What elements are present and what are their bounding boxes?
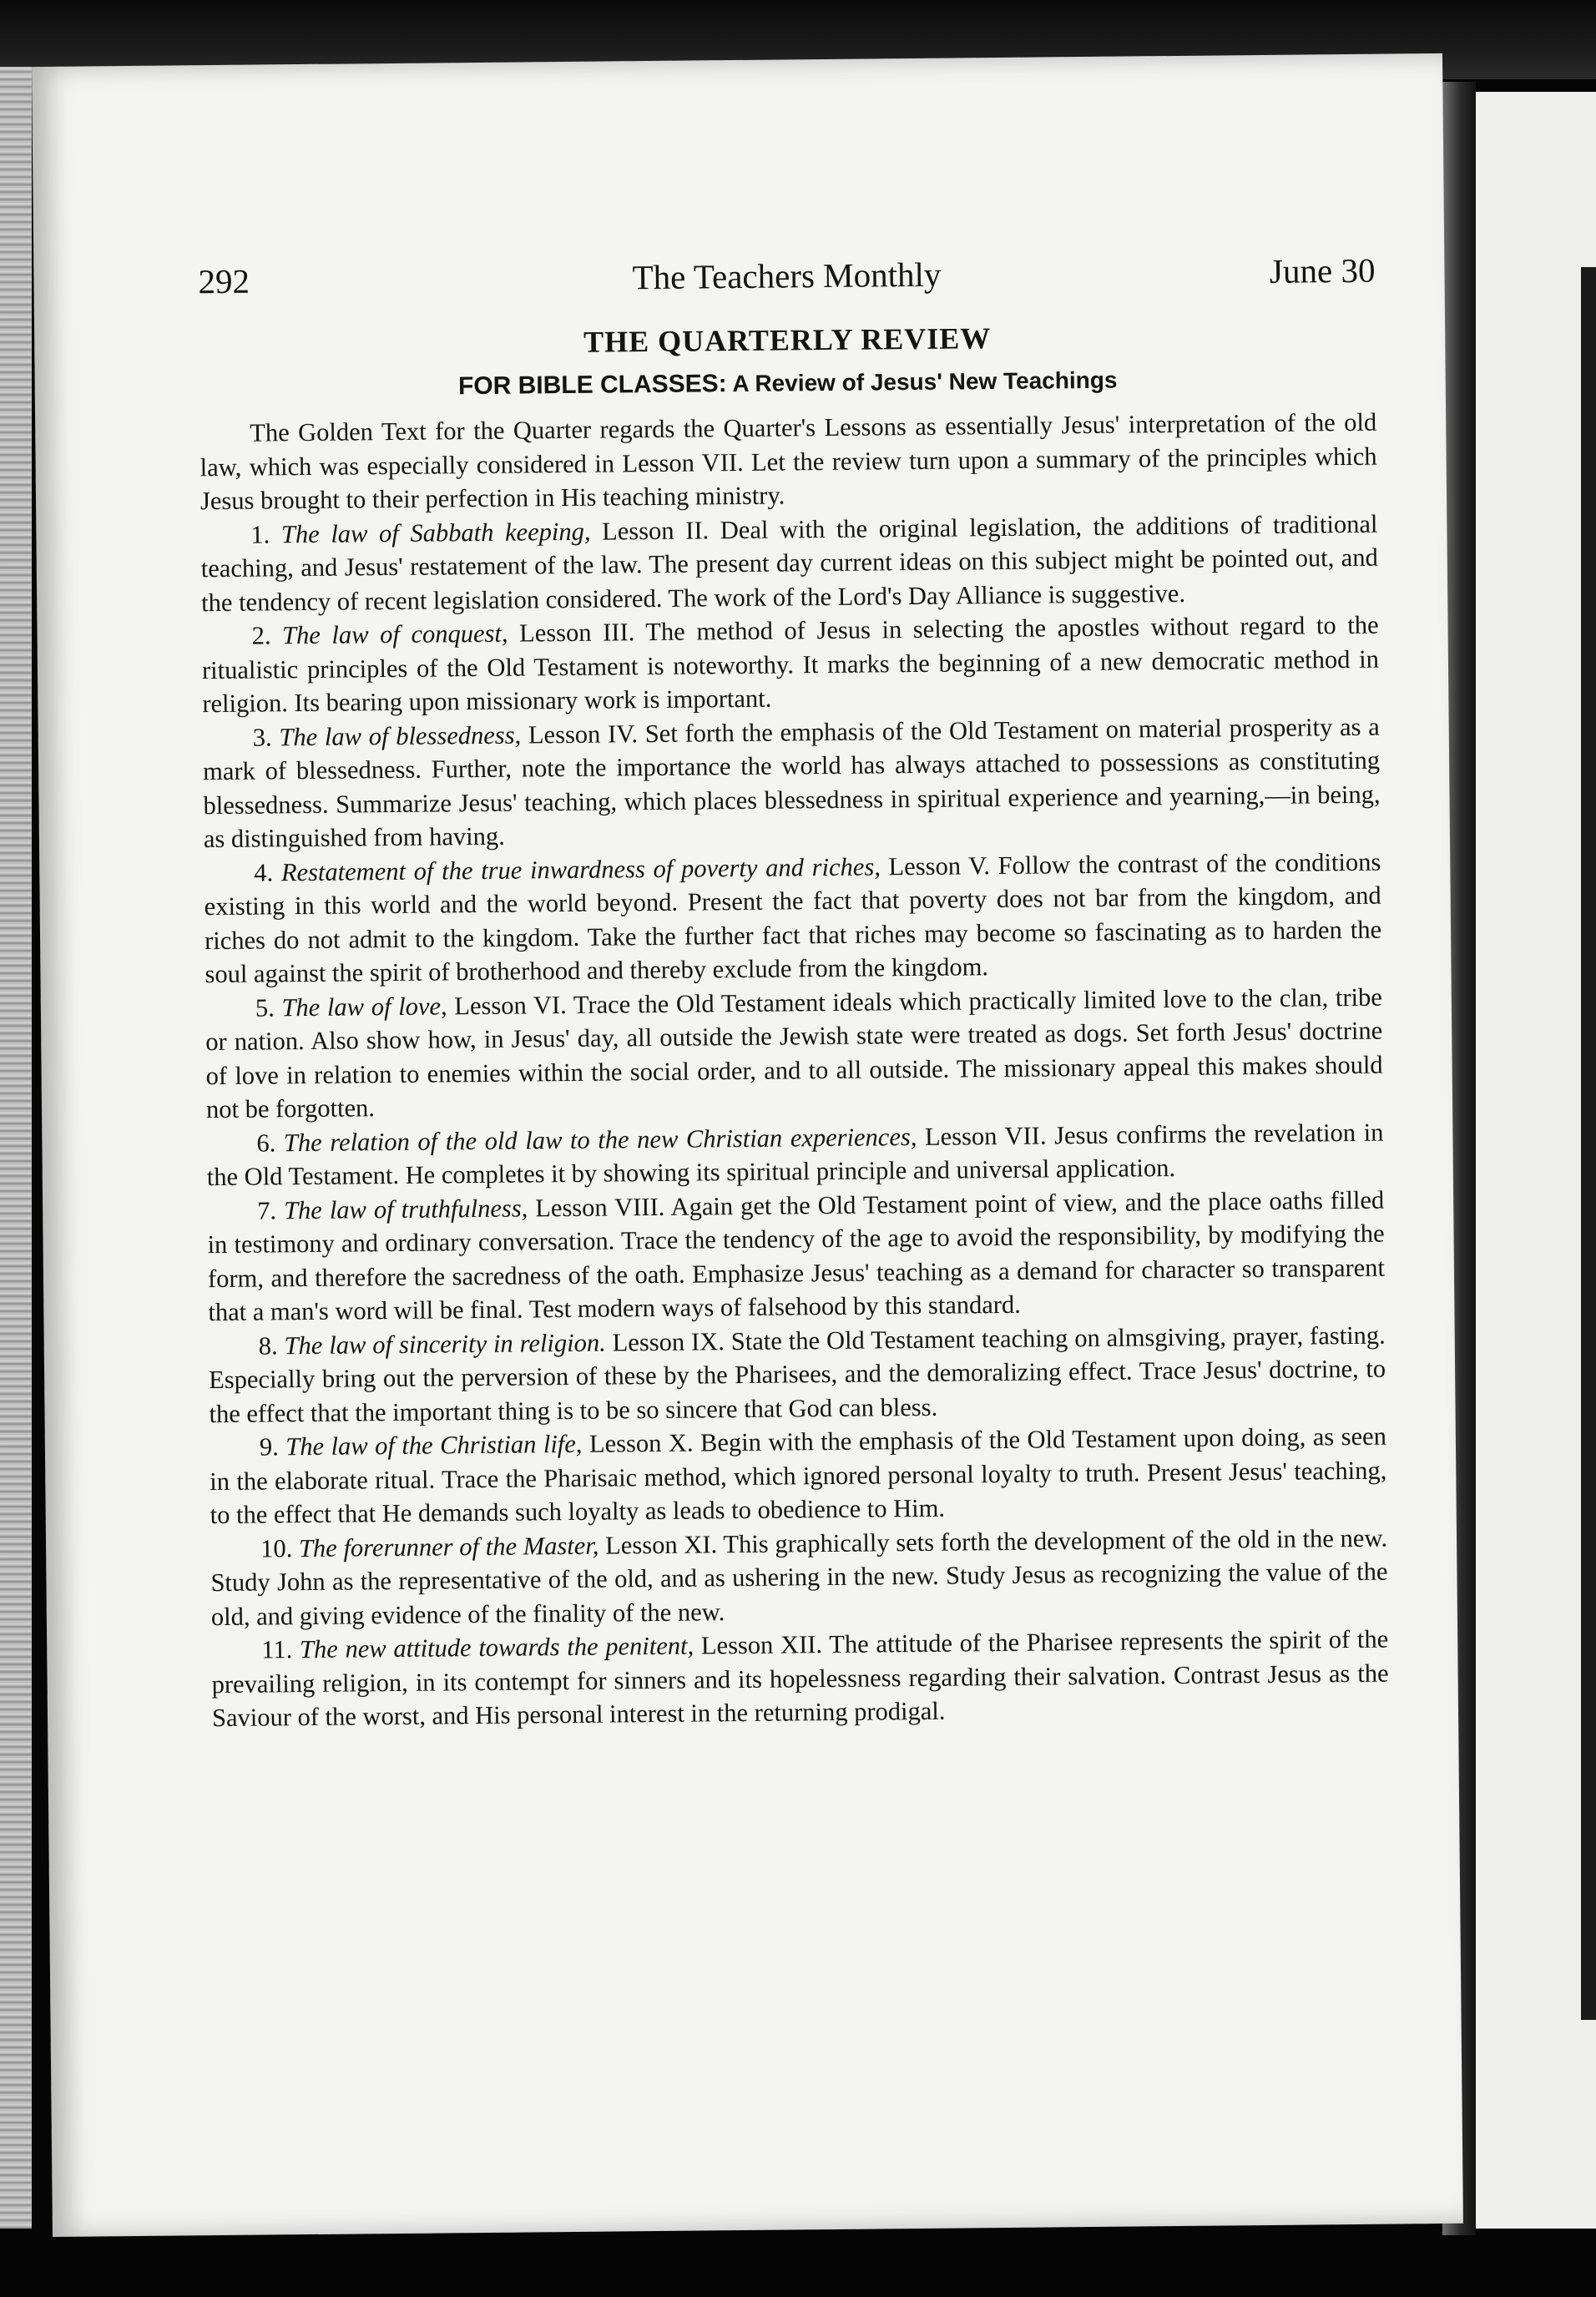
item-topic: The law of blessedness, [279,720,522,751]
running-header [198,250,1376,314]
item-text: Lesson VII. Jesus confirms the revelation in the Old Testament. He completes it by showing its spiritual principle and universal application. [206,1118,1384,1192]
section-subtitle [200,364,1376,404]
item-number: 6. [256,1128,276,1158]
review-item [207,1183,1385,1330]
item-number: 10. [260,1533,293,1563]
item-topic: The law of love, [281,991,447,1022]
item-text: Lesson XI. This graphically sets forth the development of the old in the new. Study John as the representative of the old, and as ushering in the new. Study Jesus as recognizing the value of the old, and giving evidence of the finality of the new. [210,1523,1388,1631]
item-topic: The law of sincerity in religion. [284,1328,606,1360]
review-item [211,1623,1389,1735]
page-stack-edge [0,67,32,2229]
item-topic: The relation of the old law to the new Christian experiences, [283,1122,917,1157]
facing-page-shadow [1581,267,1596,2020]
document-page [32,53,1463,2237]
review-item [206,1115,1384,1194]
review-item [205,980,1383,1127]
item-text: Lesson IX. State the Old Testament teaching on almsgiving, prayer, fasting. Especially bring out the perversion of these by the Pharisees, and the demoralizing effect. Trace Jesus' doctrine, to the effect that the important thing is to be so sincere that God can bless. [208,1320,1386,1428]
item-text: Lesson III. The method of Jesus in selecting the apostles without regard to the ritualistic principles of the Old Testament is noteworthy. It marks the beginning of a new democratic method in religion. Its bearing upon missionary work is important. [201,610,1380,719]
item-topic: Restatement of the true inwardness of poverty and riches, [280,851,881,886]
item-topic: The new attitude towards the penitent, [299,1631,694,1664]
review-item [210,1420,1387,1532]
item-text: Lesson XII. The attitude of the Pharisee represents the spirit of the prevailing religion, in its contempt for sinners and its hopelessness regarding their salvation. Contrast Jesus as the Saviour of the worst, and His personal interest in the returning prodigal. [211,1624,1389,1733]
review-item [203,709,1381,856]
item-text: Lesson VIII. Again get the Old Testament point of view, and the place oaths filled in testimony and ordinary conversation. Trace the tendency of the age to avoid the responsibility, by modifying the form, and therefore the sacredness of the oath. Emphasize Jesus' teaching as a demand for character so transparent that a man's word will be final. Test modern ways of falsehood by this standard. [207,1185,1386,1327]
subtitle-rest: A Review of Jesus' New Teachings [726,366,1118,397]
item-topic: The law of truthfulness, [283,1193,528,1224]
review-item [201,608,1379,721]
item-number: 9. [259,1432,279,1461]
subtitle-lead: FOR BIBLE CLASSES: [457,370,727,401]
item-number: 3. [252,722,272,752]
running-title: The Teachers Monthly [632,255,942,297]
item-number: 2. [251,621,271,650]
issue-date: June 30 [1269,250,1376,290]
review-item [209,1318,1386,1431]
item-number: 8. [258,1330,278,1361]
item-text: Lesson X. Begin with the emphasis of the Old Testament upon doing, as seen in the elaborate ritual. Trace the Pharisaic method, which ignored personal loyalty to truth. Present Jesus' teaching, to the effect that He demands such loyalty as leads to obedience to Him. [210,1421,1387,1530]
item-topic: The law of conquest, [281,618,508,650]
facing-page-edge [1476,92,1596,2229]
item-topic: The law of Sabbath keeping, [280,517,591,548]
item-topic: The law of the Christian life, [285,1429,583,1461]
section-title: THE QUARTERLY REVIEW [583,321,992,359]
item-number: 4. [254,857,274,887]
item-number: 11. [261,1635,293,1664]
item-topic: The forerunner of the Master, [298,1531,599,1562]
review-item [200,507,1378,619]
page-number: 292 [198,261,250,301]
item-number: 1. [250,519,270,549]
item-text: Lesson II. Deal with the original legislation, the additions of traditional teaching, and Jesus' restatement of the law. The present day current ideas on this subject might be pointed out, and the tendency of recent legislation considered. The work of the Lord's Day Alliance is suggestive. [200,509,1378,617]
item-text: Lesson IV. Set forth the emphasis of the Old Testament on material prosperity as a mark of blessedness. Further, note the importance the world has always attached to possessions as constituting blessedness. Summarize Jesus' teaching, which places blessedness in spiritual experience and yearning,—in being, as distinguished from having. [202,712,1381,854]
page-text-block [198,250,1389,1735]
review-item [204,845,1381,992]
item-number: 7. [257,1195,277,1225]
item-text: Lesson VI. Trace the Old Testament ideals which practically limited love to the clan, tribe or nation. Also show how, in Jesus' day, all outside the Jewish state were treated as dogs. Set forth Jesus' doctrine of love in relation to enemies within the social order, and to all outside. The missionary appeal this makes should not be forgotten. [205,982,1383,1124]
intro-paragraph: The Golden Text for the Quarter regards the Quarter's Lessons as essentially Jesus' interpretation of the old law, which was especially considered in Lesson VII. Let the review turn upon a summary of the principles which Jesus brought to their perfection in His teaching ministry. [200,407,1377,516]
review-item [210,1521,1388,1633]
item-number: 5. [255,992,275,1022]
item-text: Lesson V. Follow the contrast of the conditions existing in this world and the world beyond. Present the fact that poverty does not bar from the kingdom, and riches do not admit to the kingdom. Take the further fact that riches may become so fascinating as to harden the soul against the spirit of brotherhood and thereby exclude from the kingdom. [204,847,1382,989]
